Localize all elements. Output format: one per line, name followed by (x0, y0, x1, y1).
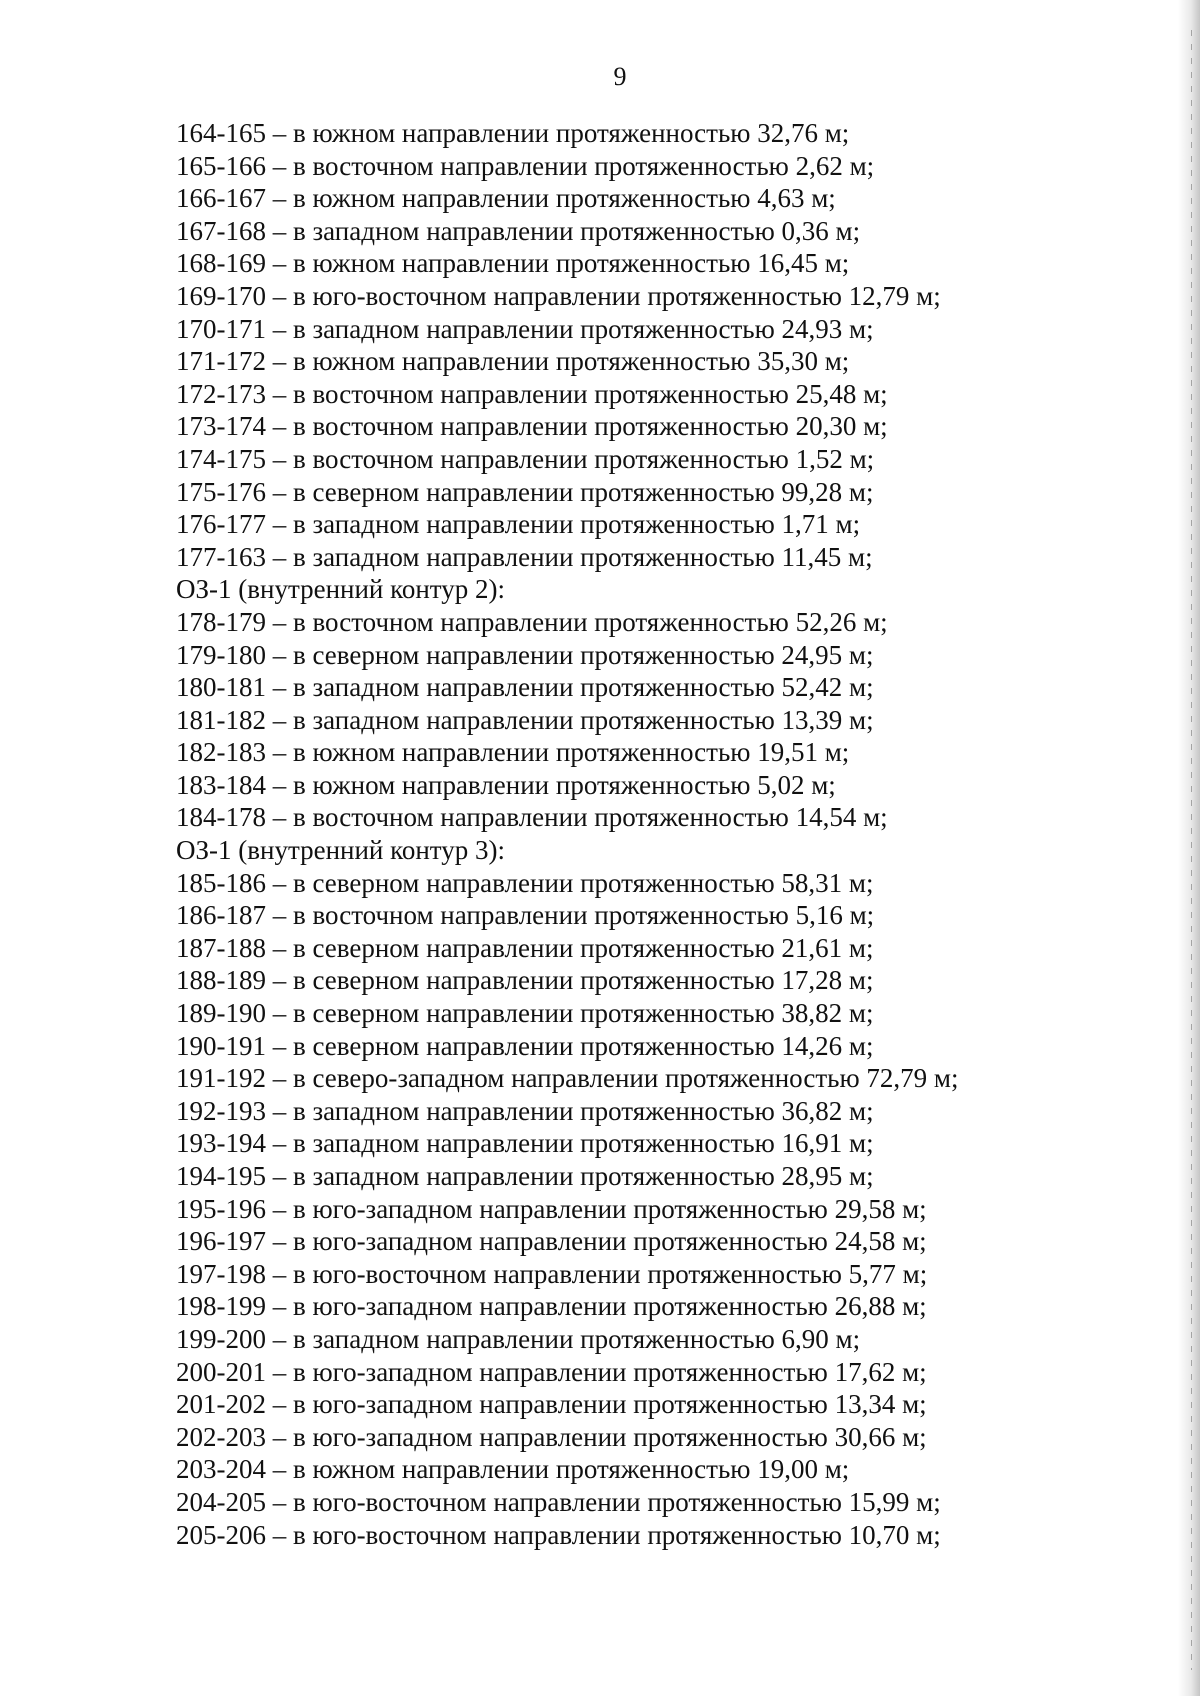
text-line: 200-201 – в юго-западном направлении протяженностью 17,62 м; (176, 1356, 927, 1387)
text-line: 201-202 – в юго-западном направлении протяженностью 13,34 м; (176, 1389, 927, 1420)
scan-edge-line (1191, 30, 1192, 1670)
text-line: 183-184 – в южном направлении протяженностью 5,02 м; (176, 769, 836, 800)
text-line: 175-176 – в северном направлении протяженностью 99,28 м; (176, 476, 874, 507)
text-line: 205-206 – в юго-восточном направлении протяженностью 10,70 м; (176, 1519, 941, 1550)
text-line: 190-191 – в северном направлении протяженностью 14,26 м; (176, 1030, 874, 1061)
text-line: 198-199 – в юго-западном направлении протяженностью 26,88 м; (176, 1291, 927, 1322)
text-line: 196-197 – в юго-западном направлении протяженностью 24,58 м; (176, 1226, 927, 1257)
section-heading: ОЗ-1 (внутренний контур 2): (176, 574, 505, 605)
text-line: 171-172 – в южном направлении протяженностью 35,30 м; (176, 346, 850, 377)
text-line: 189-190 – в северном направлении протяженностью 38,82 м; (176, 998, 874, 1029)
text-line: 179-180 – в северном направлении протяженностью 24,95 м; (176, 639, 874, 670)
text-line: 166-167 – в южном направлении протяженностью 4,63 м; (176, 183, 836, 214)
text-line: 187-188 – в северном направлении протяженностью 21,61 м; (176, 932, 874, 963)
text-line: 164-165 – в южном направлении протяженностью 32,76 м; (176, 118, 850, 148)
text-line: 182-183 – в южном направлении протяженностью 19,51 м; (176, 737, 850, 768)
text-line: 193-194 – в западном направлении протяженностью 16,91 м; (176, 1128, 874, 1159)
text-line: 202-203 – в юго-западном направлении протяженностью 30,66 м; (176, 1421, 927, 1452)
text-line: 186-187 – в восточном направлении протяженностью 5,16 м; (176, 900, 875, 931)
section-heading: ОЗ-1 (внутренний контур 3): (176, 835, 505, 866)
text-line: 165-166 – в восточном направлении протяженностью 2,62 м; (176, 150, 875, 181)
text-line: 181-182 – в западном направлении протяженностью 13,39 м; (176, 704, 874, 735)
text-line: 173-174 – в восточном направлении протяженностью 20,30 м; (176, 411, 888, 442)
text-line: 192-193 – в западном направлении протяженностью 36,82 м; (176, 1095, 874, 1126)
text-line: 191-192 – в северо-западном направлении протяженностью 72,79 м; (176, 1063, 959, 1094)
text-line: 184-178 – в восточном направлении протяженностью 14,54 м; (176, 802, 888, 833)
text-line: 197-198 – в юго-восточном направлении протяженностью 5,77 м; (176, 1258, 928, 1289)
text-line: 174-175 – в восточном направлении протяженностью 1,52 м; (176, 443, 875, 474)
text-line: 188-189 – в северном направлении протяженностью 17,28 м; (176, 965, 874, 996)
text-line: 178-179 – в восточном направлении протяженностью 52,26 м; (176, 606, 888, 637)
text-line: 194-195 – в западном направлении протяженностью 28,95 м; (176, 1161, 874, 1191)
text-line: 195-196 – в юго-западном направлении протяженностью 29,58 м; (176, 1193, 927, 1224)
text-line: 199-200 – в западном направлении протяженностью 6,90 м; (176, 1323, 861, 1354)
text-line: 204-205 – в юго-восточном направлении протяженностью 15,99 м; (176, 1486, 941, 1517)
boundary-description-list (176, 117, 1036, 1551)
text-line: 172-173 – в восточном направлении протяженностью 25,48 м; (176, 378, 888, 409)
text-line: 168-169 – в южном направлении протяженностью 16,45 м; (176, 248, 850, 279)
text-line: 169-170 – в юго-восточном направлении протяженностью 12,79 м; (176, 280, 941, 311)
text-line: 180-181 – в западном направлении протяженностью 52,42 м; (176, 672, 874, 703)
text-line: 170-171 – в западном направлении протяженностью 24,93 м; (176, 313, 874, 344)
page-number: 9 (613, 62, 627, 91)
text-line: 167-168 – в западном направлении протяженностью 0,36 м; (176, 215, 861, 246)
scan-edge-shadow (1178, 0, 1200, 1696)
text-line: 185-186 – в северном направлении протяженностью 58,31 м; (176, 867, 874, 898)
text-line: 176-177 – в западном направлении протяженностью 1,71 м; (176, 509, 861, 540)
text-line: 203-204 – в южном направлении протяженностью 19,00 м; (176, 1454, 850, 1485)
text-line: 177-163 – в западном направлении протяженностью 11,45 м; (176, 541, 873, 572)
